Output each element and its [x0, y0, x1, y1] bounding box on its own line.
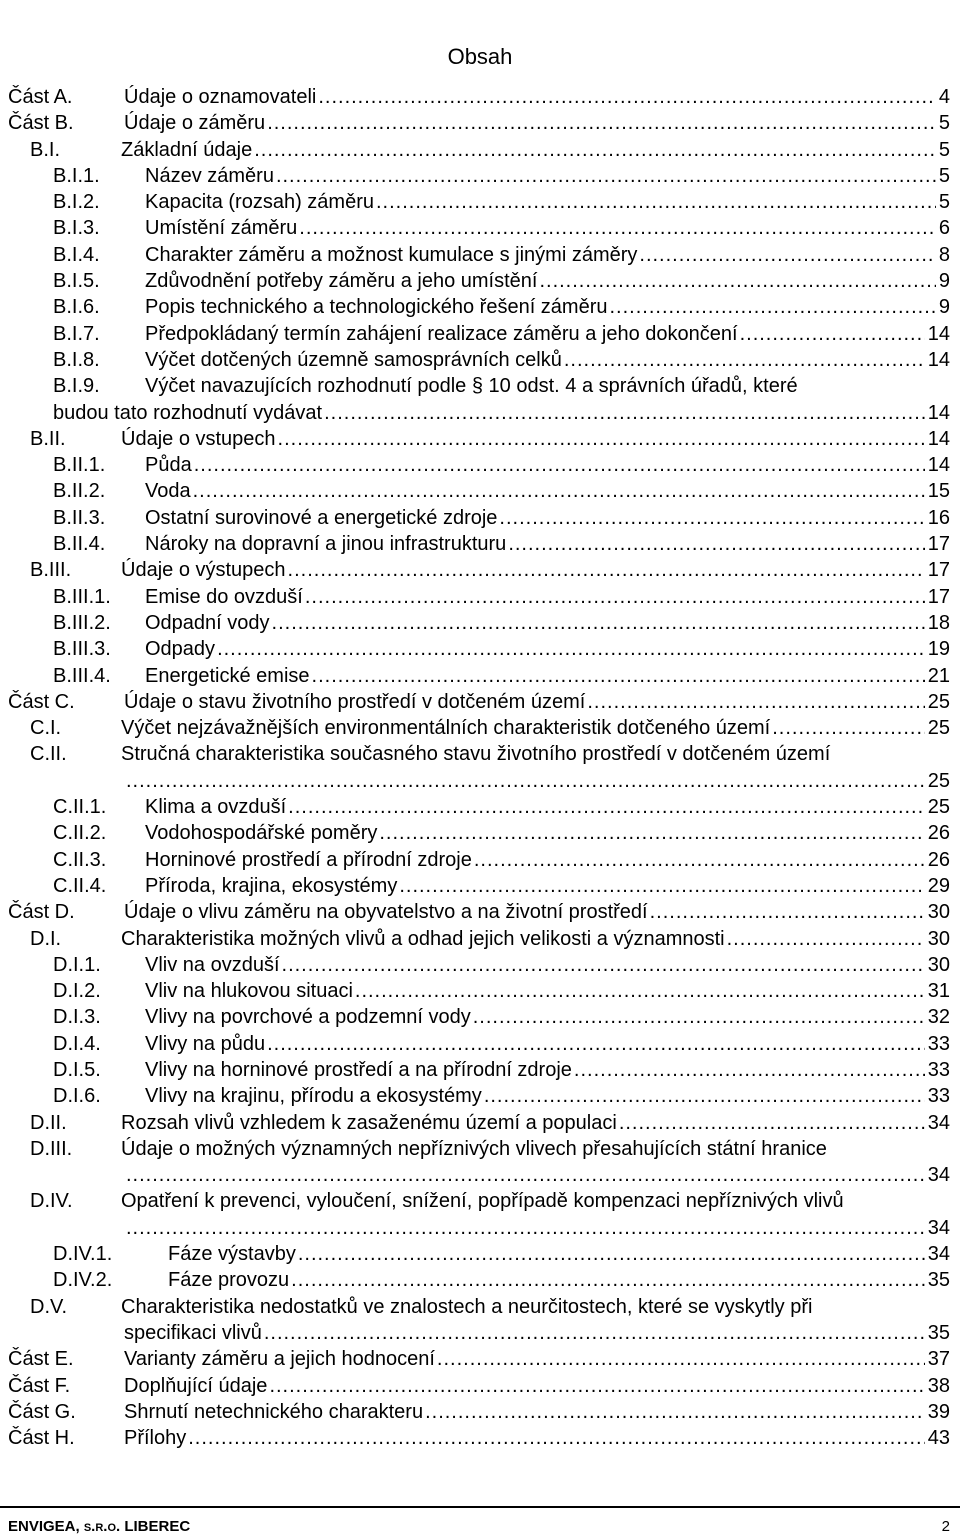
- toc-entry-number: D.IV.1.: [53, 1243, 113, 1266]
- toc-entry-label: Vlivy na povrchové a podzemní vody: [145, 1006, 471, 1029]
- toc-entry-number: B.I.2.: [53, 191, 100, 214]
- toc-entry-number: D.I.5.: [53, 1058, 101, 1081]
- toc-entry-label: Název záměru: [145, 164, 274, 187]
- toc-entry-page: 5: [938, 164, 950, 187]
- toc-entry-page: 25: [927, 717, 950, 740]
- toc-entry[interactable]: [0, 84, 960, 110]
- toc-entry[interactable]: [0, 137, 960, 163]
- toc-entry[interactable]: [0, 294, 960, 320]
- toc-entry-page: 5: [938, 191, 950, 214]
- toc-leader-dots: [288, 794, 925, 820]
- toc-entry-number: C.II.1.: [53, 796, 107, 819]
- toc-leader-dots: [324, 400, 925, 426]
- toc-entry-number: Část G.: [8, 1400, 76, 1423]
- footer-page-number: 2: [941, 1518, 950, 1535]
- toc-leader-dots: [276, 163, 936, 189]
- toc-entry[interactable]: [0, 1267, 960, 1293]
- toc-leader-dots: [564, 347, 925, 373]
- toc-leader-dots: [193, 478, 925, 504]
- toc-entry-page: 32: [927, 1006, 950, 1029]
- toc-entry-number: B.I.5.: [53, 270, 100, 293]
- toc-entry-number: B.I.7.: [53, 322, 100, 345]
- toc-entry-page: 14: [927, 454, 950, 477]
- toc-entry-number: B.III.1.: [53, 585, 111, 608]
- toc-entry[interactable]: [0, 1057, 960, 1083]
- toc-leader-dots: [740, 321, 925, 347]
- toc-entry-label: Půda: [145, 454, 192, 477]
- toc-entry-number: Část C.: [8, 690, 75, 713]
- toc-entry[interactable]: [0, 242, 960, 268]
- toc-entry-number: B.I.8.: [53, 348, 100, 371]
- toc-entry[interactable]: [0, 426, 960, 452]
- toc-entry[interactable]: [0, 820, 960, 846]
- toc-entry[interactable]: [0, 163, 960, 189]
- toc-entry-label: Horninové prostředí a přírodní zdroje: [145, 848, 472, 871]
- toc-entry-label: Rozsah vlivů vzhledem k zasaženému území a populaci: [121, 1111, 617, 1134]
- toc-entry-page: 8: [938, 243, 950, 266]
- toc-entry-label: Opatření k prevenci, vyloučení, snížení, popřípadě kompenzaci nepříznivých vlivů: [121, 1190, 844, 1213]
- toc-entry-label: Shrnutí netechnického charakteru: [124, 1400, 424, 1423]
- toc-entry[interactable]: [0, 1110, 960, 1136]
- toc-entry[interactable]: [0, 505, 960, 531]
- toc-entry-label: Odpady: [145, 638, 216, 661]
- toc-entry-number: D.I.4.: [53, 1032, 101, 1055]
- toc-entry-label: Vlivy na krajinu, přírodu a ekosystémy: [145, 1085, 482, 1108]
- toc-entry-page: 31: [927, 980, 950, 1003]
- toc-leader-dots: [267, 110, 936, 136]
- toc-entry-page: 34: [927, 1111, 950, 1134]
- toc-entry-page: 5: [938, 112, 950, 135]
- toc-entry-label: Nároky na dopravní a jinou infrastrukturu: [145, 533, 507, 556]
- toc-entry[interactable]: [0, 741, 960, 794]
- toc-leader-dots: [312, 663, 925, 689]
- toc-entry-label: Údaje o možných významných nepříznivých vlivech přesahujících státní hranice: [121, 1137, 827, 1160]
- toc-entry-label: Varianty záměru a jejich hodnocení: [124, 1348, 435, 1371]
- toc-leader-dots: [269, 1373, 924, 1399]
- toc-entry-number: Část H.: [8, 1427, 75, 1450]
- toc-entry-page: 16: [927, 506, 950, 529]
- toc-entry-label: Fáze výstavby: [168, 1243, 296, 1266]
- toc-entry-number: Část D.: [8, 901, 75, 924]
- toc-leader-dots: [639, 242, 935, 268]
- toc-entry-label: Voda: [145, 480, 191, 503]
- toc-entry-number: C.II.2.: [53, 822, 107, 845]
- toc-entry-page: 15: [927, 480, 950, 503]
- toc-entry-label-continued: specifikaci vlivů: [124, 1321, 262, 1344]
- toc-leader-dots: [194, 452, 925, 478]
- toc-entry-label: Charakteristika nedostatků ve znalostech a neurčitostech, které se vyskytly při: [121, 1295, 813, 1318]
- toc-entry-label: Popis technického a technologického řešení záměru: [145, 296, 608, 319]
- toc-entry[interactable]: [0, 1241, 960, 1267]
- toc-entry-label: Klima a ovzduší: [145, 796, 287, 819]
- toc-entry-number: Část E.: [8, 1348, 74, 1371]
- toc-entry-number: D.I.2.: [53, 980, 101, 1003]
- toc-entry-label: Zdůvodnění potřeby záměru a jeho umístění: [145, 270, 538, 293]
- toc-entry[interactable]: [0, 373, 960, 426]
- toc-entry-label: Emise do ovzduší: [145, 585, 303, 608]
- toc-leader-dots: [425, 1399, 925, 1425]
- toc-entry-page: 43: [927, 1427, 950, 1450]
- toc-entry-label: Údaje o vlivu záměru na obyvatelstvo a na životní prostředí: [124, 901, 648, 924]
- toc-entry-label: Údaje o záměru: [124, 112, 266, 135]
- toc-entry-label: Odpadní vody: [145, 611, 270, 634]
- toc-entry-label: Umístění záměru: [145, 217, 298, 240]
- toc-leader-dots: [264, 1320, 925, 1346]
- toc-leader-dots: [355, 978, 925, 1004]
- toc-leader-dots: [379, 820, 924, 846]
- toc-entry-page: 35: [927, 1269, 950, 1292]
- toc-entry[interactable]: [0, 1031, 960, 1057]
- toc-leader-dots: [291, 1267, 925, 1293]
- toc-entry-number: B.I.9.: [53, 375, 100, 398]
- toc-leader-dots: [484, 1083, 925, 1109]
- toc-entry-label: Předpokládaný termín zahájení realizace záměru a jeho dokončení: [145, 322, 738, 345]
- toc-entry-label: Výčet dotčených územně samosprávních celků: [145, 348, 562, 371]
- toc-entry-number: Část F.: [8, 1374, 71, 1397]
- toc-entry-page: 37: [927, 1348, 950, 1371]
- toc-entry-number: B.III.3.: [53, 638, 111, 661]
- toc-entry[interactable]: [0, 1004, 960, 1030]
- toc-leader-dots: [126, 768, 925, 794]
- toc-entry-page: 14: [927, 427, 950, 450]
- toc-entry[interactable]: [0, 321, 960, 347]
- toc-entry-label: Přílohy: [124, 1427, 187, 1450]
- toc-entry-page: 35: [927, 1321, 950, 1344]
- toc-entry-number: D.II.: [30, 1111, 67, 1134]
- toc-entry-page: 5: [938, 138, 950, 161]
- toc-entry[interactable]: [0, 1294, 960, 1347]
- document-title: Obsah: [447, 44, 513, 69]
- toc-leader-dots: [288, 557, 925, 583]
- toc-entry-number: B.III.: [30, 559, 72, 582]
- toc-entry-label: Vodohospodářské poměry: [145, 822, 378, 845]
- toc-leader-dots: [298, 1241, 925, 1267]
- toc-leader-dots: [217, 636, 925, 662]
- toc-entry-number: D.I.6.: [53, 1085, 101, 1108]
- toc-entry[interactable]: [0, 952, 960, 978]
- toc-entry-number: B.II.3.: [53, 506, 106, 529]
- toc-entry-page: 9: [938, 270, 950, 293]
- toc-entry[interactable]: [0, 663, 960, 689]
- toc-entry-number: B.I.6.: [53, 296, 100, 319]
- toc-entry-page: 30: [927, 927, 950, 950]
- toc-entry-page: 19: [927, 638, 950, 661]
- toc-entry[interactable]: [0, 715, 960, 741]
- toc-entry-page: 33: [927, 1032, 950, 1055]
- toc-entry-page: 34: [927, 1243, 950, 1266]
- toc-entry[interactable]: [0, 978, 960, 1004]
- toc-entry-label: Vlivy na půdu: [145, 1032, 266, 1055]
- toc-entry-page: 25: [927, 796, 950, 819]
- toc-entry-page: 26: [927, 848, 950, 871]
- toc-leader-dots: [499, 505, 924, 531]
- toc-entry-page: 14: [927, 322, 950, 345]
- toc-entry-label: Údaje o vstupech: [121, 427, 276, 450]
- toc-entry[interactable]: [0, 1136, 960, 1189]
- toc-entry-label: Vliv na ovzduší: [145, 953, 280, 976]
- toc-entry[interactable]: [0, 268, 960, 294]
- toc-entry-label: Energetické emise: [145, 664, 310, 687]
- toc-entry-page: 25: [927, 690, 950, 713]
- toc-entry[interactable]: [0, 531, 960, 557]
- toc-entry-label: Fáze provozu: [168, 1269, 290, 1292]
- toc-entry-page: 34: [927, 1216, 950, 1239]
- toc-entry-number: B.III.4.: [53, 664, 111, 687]
- toc-entry[interactable]: [0, 189, 960, 215]
- toc-entry-number: D.IV.: [30, 1190, 73, 1213]
- toc-entry[interactable]: [0, 215, 960, 241]
- toc-leader-dots: [437, 1346, 925, 1372]
- toc-entry[interactable]: [0, 847, 960, 873]
- toc-entry-number: Část A.: [8, 86, 73, 108]
- toc-entry[interactable]: [0, 873, 960, 899]
- toc-entry-number: B.II.1.: [53, 454, 106, 477]
- toc-entry-number: B.II.: [30, 427, 66, 450]
- toc-leader-dots: [278, 426, 925, 452]
- toc-leader-dots: [473, 1004, 925, 1030]
- toc-entry-page: 25: [927, 769, 950, 792]
- toc-entry-page: 6: [938, 217, 950, 240]
- toc-entry[interactable]: [0, 689, 960, 715]
- toc-leader-dots: [126, 1215, 925, 1241]
- toc-leader-dots: [587, 689, 924, 715]
- toc-entry-number: B.I.4.: [53, 243, 100, 266]
- toc-entry-number: C.II.: [30, 743, 67, 766]
- toc-entry-label: Ostatní surovinové a energetické zdroje: [145, 506, 498, 529]
- toc-entry-page: 33: [927, 1085, 950, 1108]
- toc-entry-page: 17: [927, 533, 950, 556]
- toc-entry[interactable]: [0, 452, 960, 478]
- footer-divider: [0, 1506, 960, 1508]
- toc-entry-number: Část B.: [8, 112, 74, 135]
- toc-entry-label: Příroda, krajina, ekosystémy: [145, 874, 398, 897]
- toc-entry-page: 30: [927, 901, 950, 924]
- toc-entry[interactable]: [0, 584, 960, 610]
- toc-leader-dots: [474, 847, 925, 873]
- toc-entry-page: 34: [927, 1164, 950, 1187]
- toc-entry-number: C.II.4.: [53, 874, 107, 897]
- toc-leader-dots: [619, 1110, 925, 1136]
- toc-entry-number: D.III.: [30, 1137, 73, 1160]
- toc-leader-dots: [508, 531, 924, 557]
- toc-entry[interactable]: [0, 347, 960, 373]
- toc-entry-number: D.IV.2.: [53, 1269, 113, 1292]
- toc-leader-dots: [399, 873, 924, 899]
- toc-leader-dots: [126, 1162, 925, 1188]
- toc-entry-page: 17: [927, 585, 950, 608]
- toc-entry-page: 33: [927, 1058, 950, 1081]
- toc-entry-label: Základní údaje: [121, 138, 253, 161]
- toc-entry-number: B.II.4.: [53, 533, 106, 556]
- toc-entry-page: 26: [927, 822, 950, 845]
- toc-leader-dots: [188, 1425, 925, 1451]
- toc-entry-number: D.V.: [30, 1295, 68, 1318]
- toc-entry-number: C.I.: [30, 717, 62, 740]
- toc-entry-label-continued: budou tato rozhodnutí vydávat: [53, 401, 323, 424]
- toc-entry-label: Doplňující údaje: [124, 1374, 268, 1397]
- toc-entry-label: Výčet navazujících rozhodnutí podle § 10 odst. 4 a správních úřadů, které: [145, 375, 798, 398]
- toc-entry[interactable]: [0, 557, 960, 583]
- toc-entry[interactable]: [0, 478, 960, 504]
- toc-entry-number: D.I.: [30, 927, 62, 950]
- toc-entry-page: 21: [927, 664, 950, 687]
- toc-entry-label: Kapacita (rozsah) záměru: [145, 191, 374, 214]
- toc-entry-number: D.I.1.: [53, 953, 101, 976]
- toc-entry-label: Charakteristika možných vlivů a odhad jejich velikosti a významnosti: [121, 927, 725, 950]
- toc-entry-page: 38: [927, 1374, 950, 1397]
- toc-entry-number: C.II.3.: [53, 848, 107, 871]
- toc-leader-dots: [254, 137, 936, 163]
- toc-entry-page: 14: [927, 401, 950, 424]
- toc-entry-number: B.II.2.: [53, 480, 106, 503]
- toc-entry-label: Údaje o stavu životního prostředí v dotčeném území: [124, 690, 586, 713]
- toc-entry[interactable]: [0, 1083, 960, 1109]
- toc-entry[interactable]: [0, 794, 960, 820]
- toc-entry-label: Vliv na hlukovou situaci: [145, 980, 353, 1003]
- toc-entry-page: 39: [927, 1400, 950, 1423]
- toc-leader-dots: [539, 268, 935, 294]
- toc-entry[interactable]: [0, 1188, 960, 1241]
- toc-entry-number: B.I.3.: [53, 217, 100, 240]
- toc-entry-label: Stručná charakteristika současného stavu životního prostředí v dotčeném území: [121, 743, 831, 766]
- toc-entry-number: B.III.2.: [53, 611, 111, 634]
- toc-entry[interactable]: [0, 1373, 960, 1399]
- toc-entry-page: 9: [938, 296, 950, 319]
- toc-leader-dots: [267, 1031, 925, 1057]
- toc-entry-page: 14: [927, 348, 950, 371]
- toc-entry-page: 4: [938, 86, 950, 108]
- toc-leader-dots: [318, 84, 936, 110]
- toc-entry-page: 29: [927, 874, 950, 897]
- toc-entry[interactable]: [0, 926, 960, 952]
- toc-leader-dots: [772, 715, 925, 741]
- toc-entry-label: Charakter záměru a možnost kumulace s jinými záměry: [145, 243, 638, 266]
- toc-leader-dots: [650, 899, 925, 925]
- toc-entry[interactable]: [0, 899, 960, 925]
- toc-entry-label: Vlivy na horninové prostředí a na přírodní zdroje: [145, 1058, 572, 1081]
- toc-entry[interactable]: [0, 1346, 960, 1372]
- toc-leader-dots: [299, 215, 936, 241]
- toc-entry[interactable]: [0, 110, 960, 136]
- toc-leader-dots: [574, 1057, 925, 1083]
- toc-entry-number: B.I.: [30, 138, 61, 161]
- toc-entry-page: 17: [927, 559, 950, 582]
- toc-entry-label: Údaje o oznamovateli: [124, 86, 317, 108]
- toc-entry-number: D.I.3.: [53, 1006, 101, 1029]
- toc-entry-label: Údaje o výstupech: [121, 559, 286, 582]
- toc-leader-dots: [282, 952, 925, 978]
- toc-leader-dots: [610, 294, 936, 320]
- toc-entry[interactable]: [0, 1425, 960, 1451]
- toc-entry-page: 30: [927, 953, 950, 976]
- toc-entry[interactable]: [0, 1399, 960, 1425]
- toc-leader-dots: [376, 189, 936, 215]
- table-of-contents: [0, 84, 960, 1451]
- toc-entry-page: 18: [927, 611, 950, 634]
- toc-leader-dots: [305, 584, 925, 610]
- toc-leader-dots: [272, 610, 925, 636]
- footer-company: ENVIGEA, s.r.o. LIBEREC: [8, 1518, 191, 1535]
- toc-leader-dots: [727, 926, 925, 952]
- toc-entry[interactable]: [0, 610, 960, 636]
- toc-entry[interactable]: [0, 636, 960, 662]
- toc-entry-label: Výčet nejzávažnějších environmentálních charakteristik dotčeného území: [121, 717, 771, 740]
- toc-entry-number: B.I.1.: [53, 164, 100, 187]
